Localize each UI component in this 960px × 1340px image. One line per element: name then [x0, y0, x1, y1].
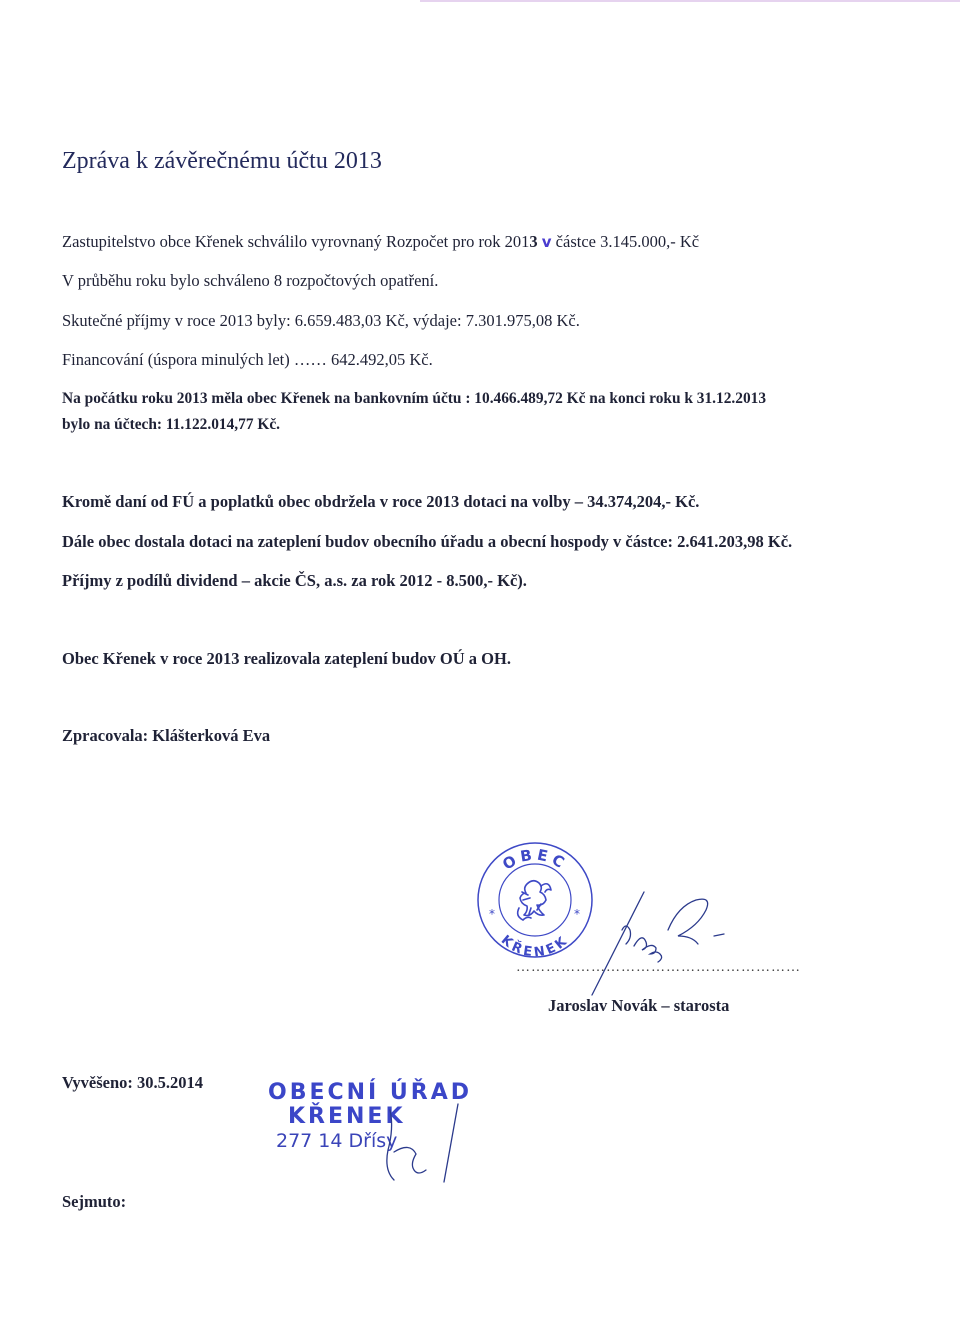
insulation-project-line: Obec Křenek v roce 2013 realizovala zateplení budov OÚ a OH.	[62, 649, 511, 668]
budget-approval-text: Zastupitelstvo obce Křenek schválilo vyrovnaný Rozpočet pro rok 201	[62, 232, 530, 251]
svg-text:*: *	[489, 907, 495, 921]
lion-emblem-icon	[518, 881, 551, 920]
financing-line: Financování (úspora minulých let) …… 642.492,05 Kč.	[62, 350, 433, 369]
svg-text:*: *	[574, 907, 580, 921]
signature-line: …………………………………………………	[516, 960, 801, 975]
seal-top-text: OBEC	[499, 845, 571, 874]
bank-balance-line: Na počátku roku 2013 měla obec Křenek na bankovním účtu : 10.466.489,72 Kč na konci roku k 31.12.2013	[62, 390, 767, 407]
office-stamp-line-2: KŘENEK	[288, 1104, 406, 1129]
handwritten-v-correction: v	[541, 233, 552, 251]
office-stamp-line-1: OBECNÍ ÚŘAD	[268, 1080, 472, 1105]
removed-date-line: Sejmuto:	[62, 1192, 127, 1211]
mayor-signature	[584, 890, 744, 1000]
prepared-by-line: Zpracovala: Klášterková Eva	[62, 726, 271, 745]
insulation-grant-line: Dále obec dostala dotaci na zateplení budov obecního úřadu a obecní hospody v částce: 2.641.203,98 Kč.	[62, 532, 793, 551]
budget-amount-text: částce 3.145.000,- Kč	[551, 232, 700, 251]
revenue-expense-line: Skutečné příjmy v roce 2013 byly: 6.659.483,03 Kč, výdaje: 7.301.975,08 Kč.	[62, 311, 580, 330]
posted-date-line: Vyvěšeno: 30.5.2014	[62, 1073, 204, 1092]
budget-measures-line: V průběhu roku bylo schváleno 8 rozpočtových opatření.	[62, 271, 439, 290]
svg-text:OBEC	[499, 845, 570, 873]
dividend-income-line: Příjmy z podílů dividend – akcie ČS, a.s. za rok 2012 - 8.500,- Kč).	[62, 571, 527, 590]
signatory-line: Jaroslav Novák – starosta	[548, 996, 730, 1015]
election-grant-line: Kromě daní od FÚ a poplatků obec obdržela v roce 2013 dotaci na volby – 34.374,204,- Kč.	[62, 492, 700, 511]
bank-balance-end-line: bylo na účtech: 11.122.014,77 Kč.	[62, 416, 281, 433]
page-top-edge	[420, 0, 960, 2]
posting-signature	[372, 1092, 472, 1192]
svg-text:KŘENEK	[498, 933, 572, 960]
corrected-digit: 3	[529, 232, 538, 251]
document-title: Zpráva k závěrečnému účtu 2013	[62, 148, 382, 174]
budget-approval-line	[62, 232, 699, 252]
seal-bottom-text: KŘENEK	[497, 932, 573, 960]
office-stamp-line-3: 277 14 Dřísy	[276, 1130, 398, 1152]
municipal-seal	[475, 840, 595, 960]
